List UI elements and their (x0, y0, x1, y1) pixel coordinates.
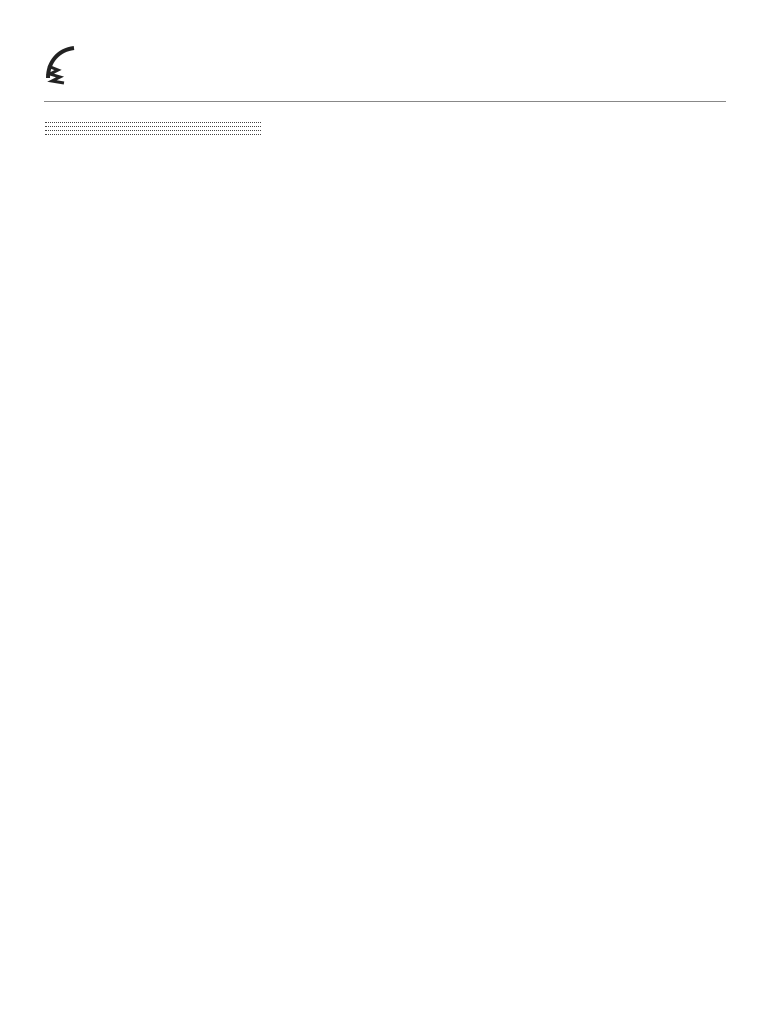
left-column (44, 112, 362, 148)
leader-dots (45, 130, 261, 131)
ors-reference-list (44, 122, 362, 138)
leader-dots (45, 122, 261, 123)
header-divider (44, 101, 726, 102)
leader-dots (45, 134, 261, 135)
ors-row (44, 134, 362, 138)
leader-dots (45, 126, 261, 127)
page-header (0, 0, 770, 100)
oregon-swoosh-icon (44, 44, 90, 90)
oregon-dor-logo (44, 44, 174, 94)
